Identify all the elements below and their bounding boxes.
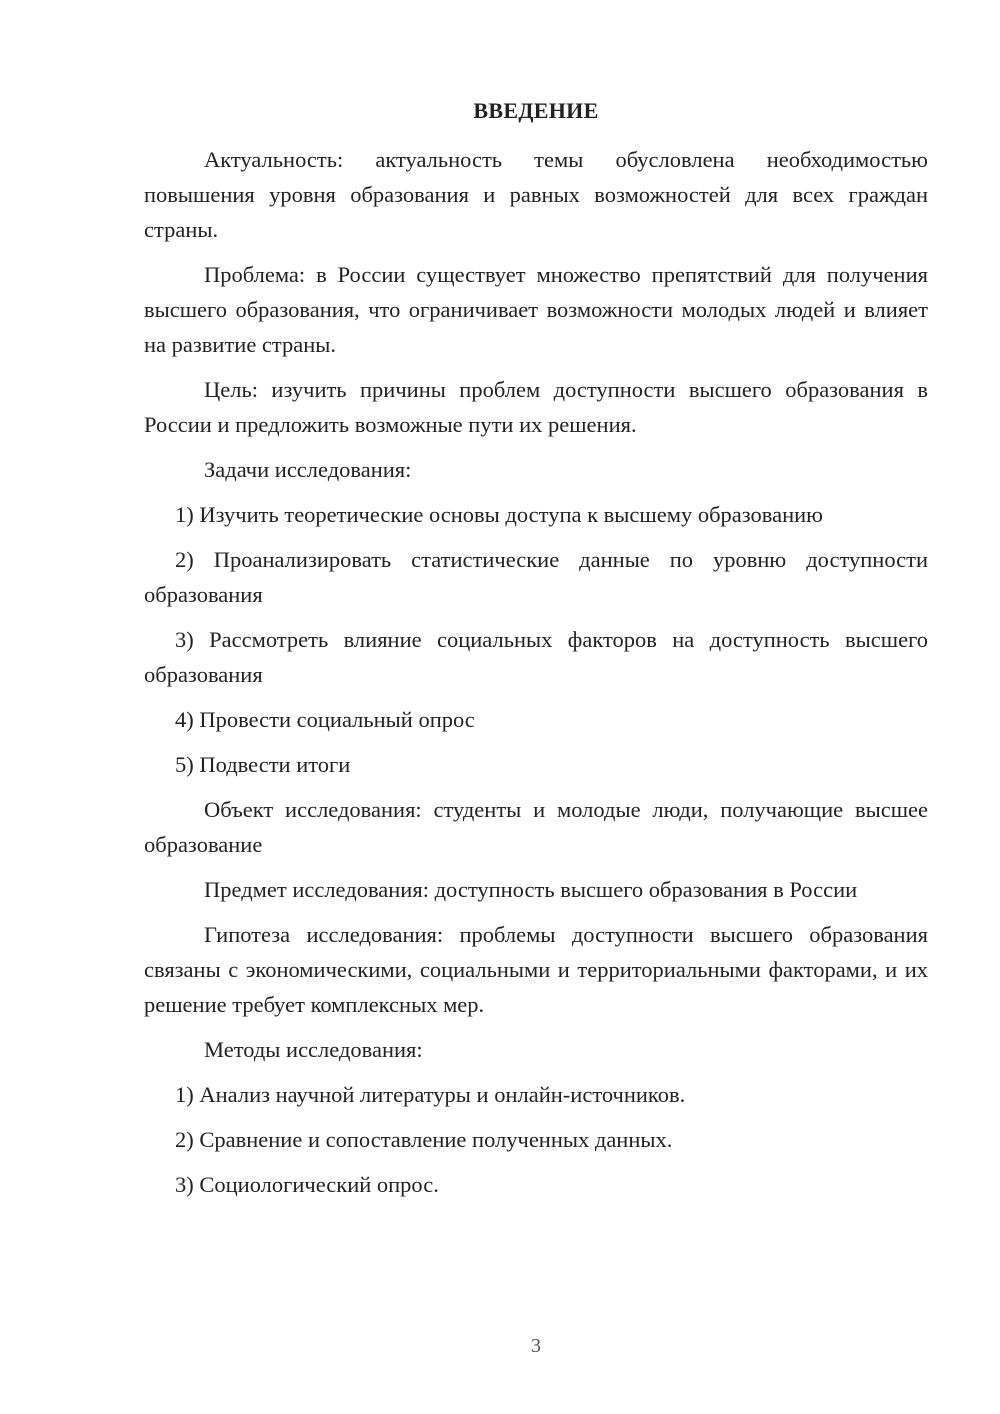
task-item: 5) Подвести итоги (175, 752, 351, 777)
hypothesis-paragraph: Гипотеза исследования: проблемы доступности высшего образования связаны с экономическими, социальными и территориальными факторами, и их решение требует комплексных мер. (144, 922, 928, 1017)
method-item: 2) Сравнение и сопоставление полученных данных. (175, 1127, 673, 1152)
relevance-paragraph: Актуальность: актуальность темы обусловлена необходимостью повышения уровня образования и равных возможностей для всех граждан страны. (144, 147, 928, 242)
methods-heading: Методы исследования: (204, 1037, 423, 1062)
document-body (144, 142, 928, 1212)
task-item: 4) Провести социальный опрос (175, 707, 475, 732)
task-item: 1) Изучить теоретические основы доступа к высшему образованию (175, 502, 823, 527)
task-item: 3) Рассмотреть влияние социальных факторов на доступность высшего образования (144, 627, 928, 687)
page-title: ВВЕДЕНИЕ (473, 98, 599, 123)
subject-paragraph: Предмет исследования: доступность высшего образования в России (204, 877, 858, 902)
task-item: 2) Проанализировать статистические данные по уровню доступности образования (144, 547, 928, 607)
goal-paragraph: Цель: изучить причины проблем доступности высшего образования в России и предложить возможные пути их решения. (144, 377, 928, 437)
page-number: 3 (531, 1335, 541, 1357)
method-item: 3) Социологический опрос. (175, 1172, 439, 1197)
tasks-heading: Задачи исследования: (204, 457, 412, 482)
method-item: 1) Анализ научной литературы и онлайн-источников. (175, 1082, 686, 1107)
object-paragraph: Объект исследования: студенты и молодые люди, получающие высшее образование (144, 797, 928, 857)
problem-paragraph: Проблема: в России существует множество препятствий для получения высшего образования, что ограничивает возможности молодых людей и влияет на развитие страны. (144, 262, 928, 357)
